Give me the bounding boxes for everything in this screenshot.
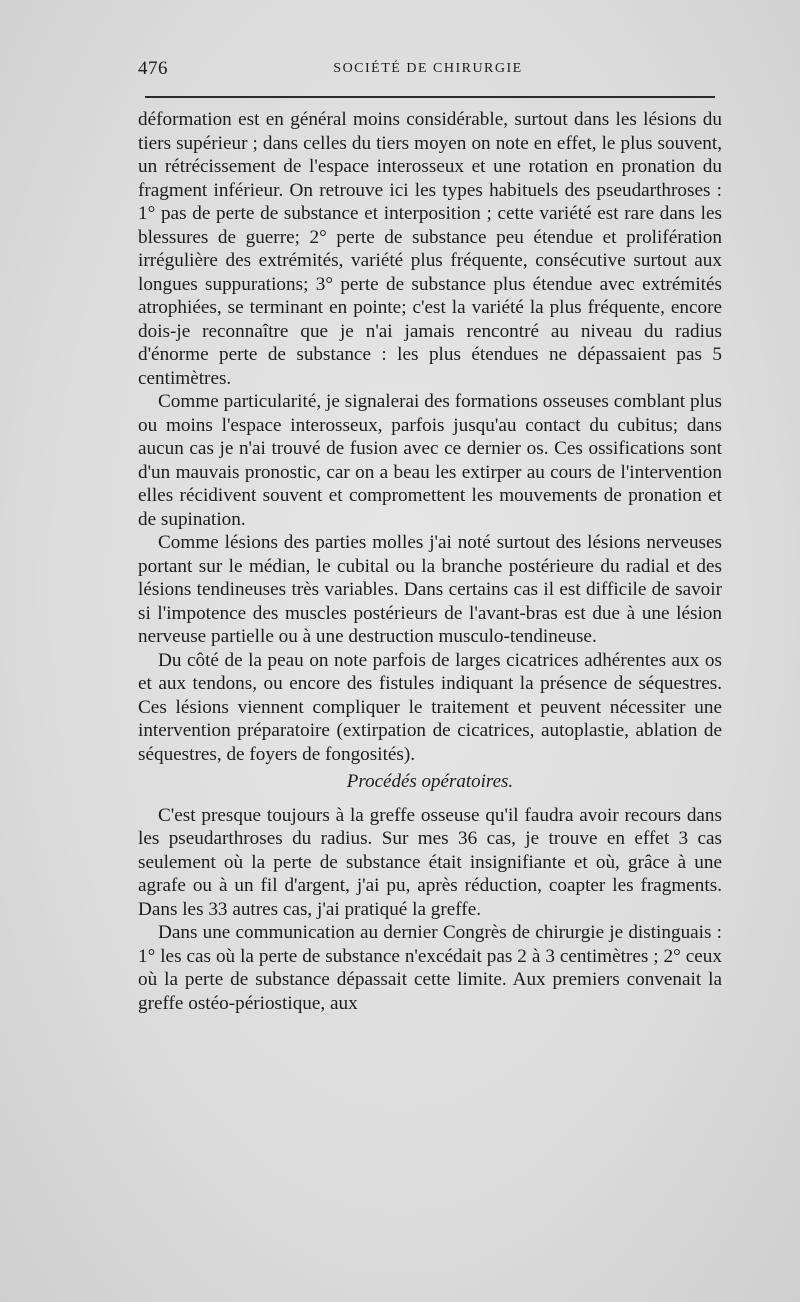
paragraph: déformation est en général moins considérable, surtout dans les lésions du tiers supérieur ; dans celles du tiers moyen on note en effet, le plus souvent, un rétrécissement de l'espace interosseux et une rotation en pronation du fragment inférieur. On retrouve ici les types habituels des pseudarthroses : 1° pas de perte de substance et interposition ; cette variété est rare dans les blessures de guerre; 2° perte de substance peu étendue et prolifération irrégulière des extrémités, variété plus fréquente, consécutive surtout aux longues suppurations; 3° perte de substance plus étendue avec extrémités atrophiées, se terminant en pointe; c'est la variété la plus fréquente, encore dois-je reconnaître que je n'ai jamais rencontré au niveau du radius d'énorme perte de substance : les plus étendues ne dépassaient pas 5 centimètres. xyxy=(138,109,722,389)
page-number: 476 xyxy=(138,58,168,79)
paragraph: Comme particularité, je signalerai des formations osseuses comblant plus ou moins l'espace interosseux, parfois jusqu'au contact du cubitus; dans aucun cas je n'ai trouvé de fusion avec ce dernier os. Ces ossifications sont d'un mauvais pronostic, car on a beau les extirper au cours de l'intervention elles récidivent souvent et compromettent les mouvements de pronation et de supination. xyxy=(138,391,722,530)
body-text xyxy=(138,108,722,1015)
paragraph: Comme lésions des parties molles j'ai noté surtout des lésions nerveuses portant sur le médian, le cubital ou la branche postérieure du radial et des lésions tendineuses très variables. Dans certains cas il est difficile de savoir si l'impotence des muscles postérieurs de l'avant-bras est due à une lésion nerveuse partielle ou à une destruction musculo-tendineuse. xyxy=(138,532,722,647)
running-title: SOCIÉTÉ DE CHIRURGIE xyxy=(333,61,523,76)
paragraph: C'est presque toujours à la greffe osseuse qu'il faudra avoir recours dans les pseudarthroses du radius. Sur mes 36 cas, je trouve en effet 3 cas seulement où la perte de substance était insignifiante et où, grâce à une agrafe ou à un fil d'argent, j'ai pu, après réduction, coapter les fragments. Dans les 33 autres cas, j'ai pratiqué la greffe. xyxy=(138,804,722,920)
page-header xyxy=(138,58,718,86)
section-heading: Procédés opératoires. xyxy=(346,771,514,792)
paragraph: Dans une communication au dernier Congrès de chirurgie je distinguais : 1° les cas où la perte de substance n'excédait pas 2 à 3 centimètres ; 2° ceux où la perte de substance dépassait cette limite. Aux premiers convenait la greffe ostéo-périostique, aux xyxy=(138,922,722,1014)
paragraph: Du côté de la peau on note parfois de larges cicatrices adhérentes aux os et aux tendons, ou encore des fistules indiquant la présence de séquestres. Ces lésions viennent compliquer le traitement et peuvent nécessiter une intervention préparatoire (extirpation de cicatrices, autoplastie, ablation de séquestres, de foyers de fongosités). xyxy=(138,649,722,765)
header-rule xyxy=(145,96,715,98)
